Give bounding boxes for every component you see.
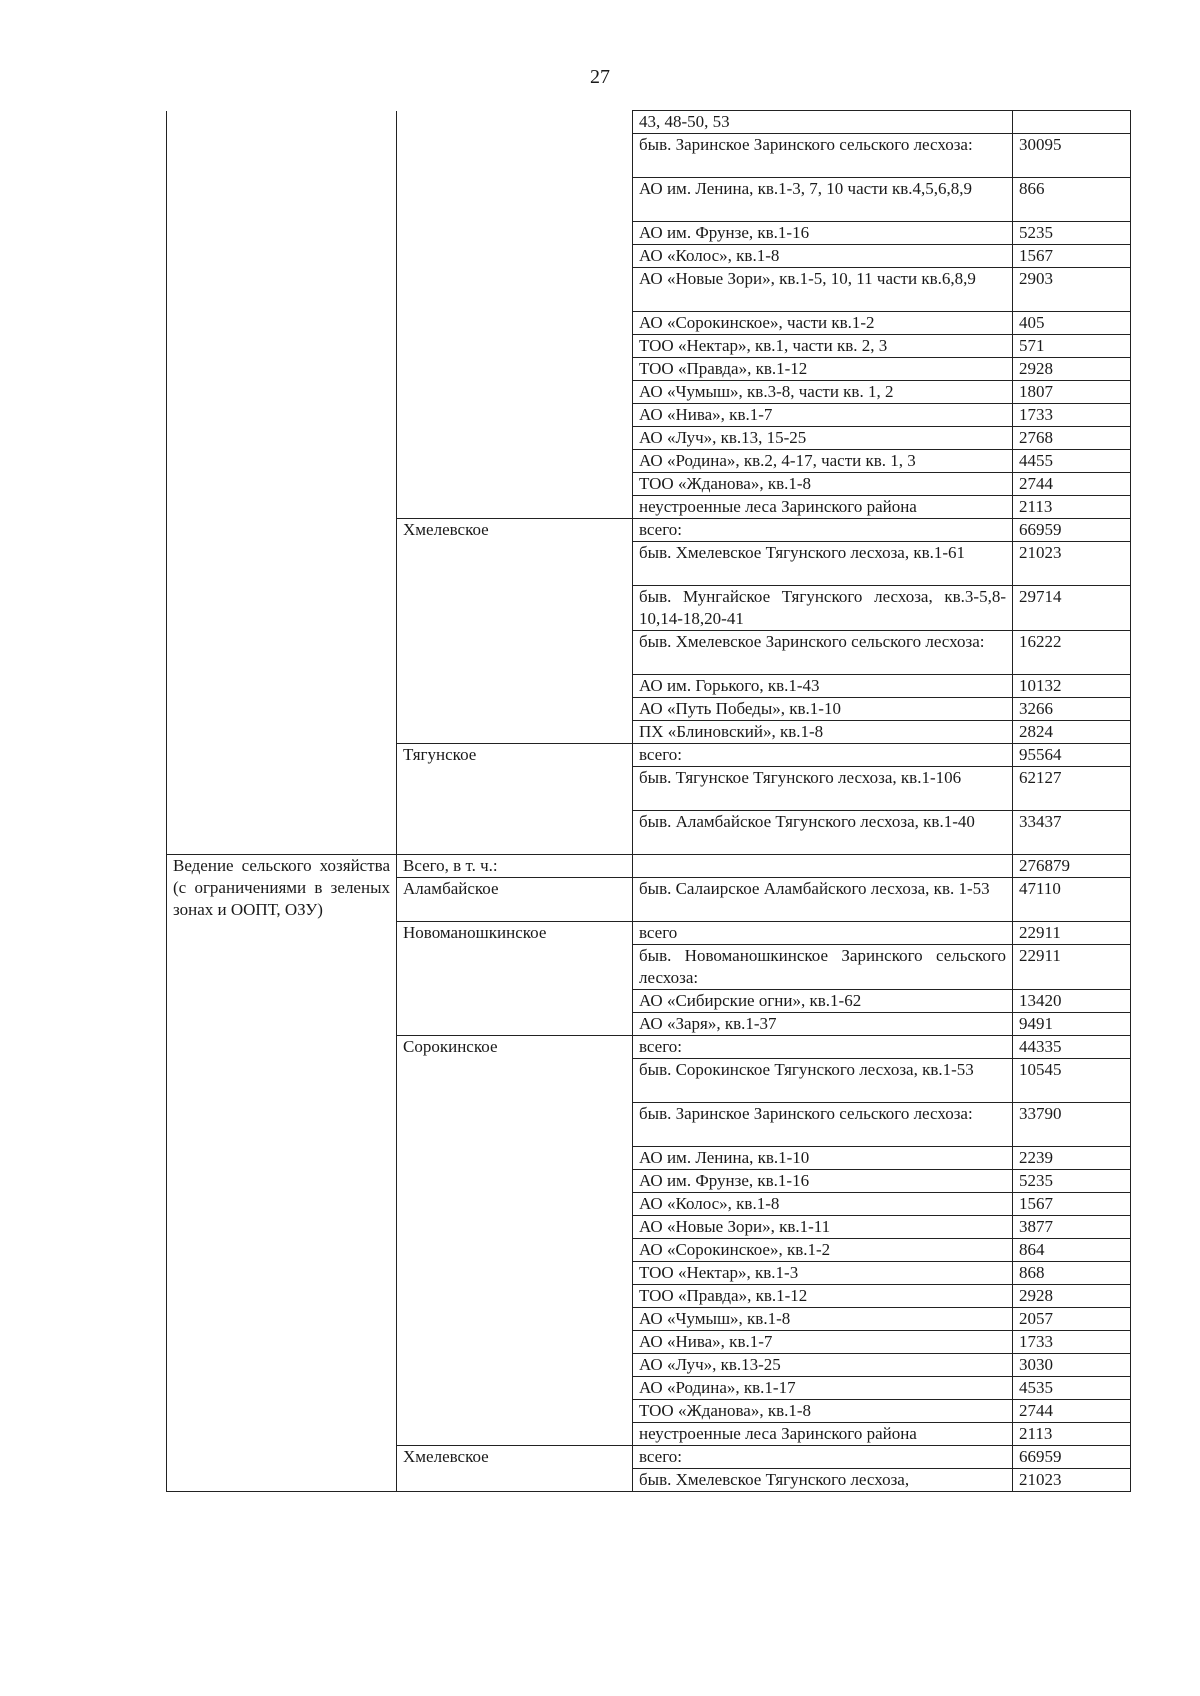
- location-cell: ТОО «Нектар», кв.1, части кв. 2, 3: [633, 335, 1013, 358]
- area-cell: 95564: [1013, 744, 1131, 767]
- location-cell: всего: [633, 922, 1013, 945]
- location-cell: АО «Нива», кв.1-7: [633, 1331, 1013, 1354]
- location-cell: ТОО «Правда», кв.1-12: [633, 358, 1013, 381]
- location-cell: быв. Заринское Заринского сельского лесхоза:: [633, 1103, 1013, 1147]
- location-cell: быв. Хмелевское Тягунского лесхоза,: [633, 1469, 1013, 1492]
- area-cell: 2057: [1013, 1308, 1131, 1331]
- location-cell: АО «Путь Победы», кв.1-10: [633, 698, 1013, 721]
- area-cell: 3266: [1013, 698, 1131, 721]
- area-cell: 5235: [1013, 222, 1131, 245]
- area-cell: 33437: [1013, 811, 1131, 855]
- area-cell: 276879: [1013, 855, 1131, 878]
- forestry-cell: Всего, в т. ч.:: [397, 855, 633, 878]
- location-cell: АО «Чумыш», кв.1-8: [633, 1308, 1013, 1331]
- area-cell: 13420: [1013, 990, 1131, 1013]
- area-cell: 4455: [1013, 450, 1131, 473]
- area-cell: 405: [1013, 312, 1131, 335]
- table-row: [167, 855, 1131, 878]
- forestry-cell: Хмелевское: [397, 519, 633, 744]
- area-cell: 10545: [1013, 1059, 1131, 1103]
- location-cell: быв. Хмелевское Тягунского лесхоза, кв.1-61: [633, 542, 1013, 586]
- area-cell: 2768: [1013, 427, 1131, 450]
- location-cell: ТОО «Правда», кв.1-12: [633, 1285, 1013, 1308]
- area-cell: 571: [1013, 335, 1131, 358]
- location-cell: быв. Заринское Заринского сельского лесхоза:: [633, 134, 1013, 178]
- location-cell: всего:: [633, 744, 1013, 767]
- area-cell: 3030: [1013, 1354, 1131, 1377]
- location-cell: АО «Сорокинское», части кв.1-2: [633, 312, 1013, 335]
- area-cell: 3877: [1013, 1216, 1131, 1239]
- area-cell: 10132: [1013, 675, 1131, 698]
- location-cell: быв. Новоманошкинское Заринского сельского лесхоза:: [633, 945, 1013, 990]
- table-row: [167, 111, 1131, 134]
- area-cell: 2744: [1013, 1400, 1131, 1423]
- location-cell: АО «Родина», кв.1-17: [633, 1377, 1013, 1400]
- location-cell: АО «Нива», кв.1-7: [633, 404, 1013, 427]
- area-cell: 2824: [1013, 721, 1131, 744]
- location-cell: быв. Мунгайское Тягунского лесхоза, кв.3-5,8-10,14-18,20-41: [633, 586, 1013, 631]
- land-use-table: [166, 110, 1131, 1492]
- location-cell: ТОО «Нектар», кв.1-3: [633, 1262, 1013, 1285]
- table-body: [167, 111, 1131, 1492]
- location-cell: АО «Сорокинское», кв.1-2: [633, 1239, 1013, 1262]
- location-cell: неустроенные леса Заринского района: [633, 496, 1013, 519]
- area-cell: 2928: [1013, 358, 1131, 381]
- location-cell: АО «Луч», кв.13-25: [633, 1354, 1013, 1377]
- area-cell: 29714: [1013, 586, 1131, 631]
- forestry-cell: Аламбайское: [397, 878, 633, 922]
- location-cell: АО им. Фрунзе, кв.1-16: [633, 222, 1013, 245]
- location-cell: АО «Новые Зори», кв.1-5, 10, 11 части кв.6,8,9: [633, 268, 1013, 312]
- page-number: 27: [590, 66, 610, 88]
- area-cell: 1567: [1013, 245, 1131, 268]
- forestry-cell: Хмелевское: [397, 1446, 633, 1492]
- location-cell: 43, 48-50, 53: [633, 111, 1013, 134]
- location-cell: АО «Колос», кв.1-8: [633, 1193, 1013, 1216]
- area-cell: 47110: [1013, 878, 1131, 922]
- area-cell: 66959: [1013, 519, 1131, 542]
- area-cell: 22911: [1013, 945, 1131, 990]
- area-cell: 4535: [1013, 1377, 1131, 1400]
- area-cell: 1733: [1013, 404, 1131, 427]
- area-cell: 2744: [1013, 473, 1131, 496]
- location-cell: АО «Родина», кв.2, 4-17, части кв. 1, 3: [633, 450, 1013, 473]
- purpose-cell: Ведение сельского хозяйства (с ограничениями в зеленых зонах и ООПТ, ОЗУ): [167, 855, 397, 1492]
- location-cell: АО «Луч», кв.13, 15-25: [633, 427, 1013, 450]
- purpose-cell-continued: [167, 111, 397, 855]
- area-cell: 21023: [1013, 542, 1131, 586]
- location-cell: быв. Салаирское Аламбайского лесхоза, кв. 1-53: [633, 878, 1013, 922]
- location-cell: ТОО «Жданова», кв.1-8: [633, 473, 1013, 496]
- area-cell: [1013, 111, 1131, 134]
- area-cell: 33790: [1013, 1103, 1131, 1147]
- area-cell: 5235: [1013, 1170, 1131, 1193]
- location-cell: неустроенные леса Заринского района: [633, 1423, 1013, 1446]
- area-cell: 1733: [1013, 1331, 1131, 1354]
- location-cell: АО «Новые Зори», кв.1-11: [633, 1216, 1013, 1239]
- location-cell: [633, 855, 1013, 878]
- location-cell: ПХ «Блиновский», кв.1-8: [633, 721, 1013, 744]
- location-cell: быв. Сорокинское Тягунского лесхоза, кв.1-53: [633, 1059, 1013, 1103]
- location-cell: АО им. Ленина, кв.1-10: [633, 1147, 1013, 1170]
- area-cell: 62127: [1013, 767, 1131, 811]
- area-cell: 864: [1013, 1239, 1131, 1262]
- location-cell: всего:: [633, 1036, 1013, 1059]
- area-cell: 868: [1013, 1262, 1131, 1285]
- location-cell: ТОО «Жданова», кв.1-8: [633, 1400, 1013, 1423]
- area-cell: 2928: [1013, 1285, 1131, 1308]
- location-cell: АО им. Фрунзе, кв.1-16: [633, 1170, 1013, 1193]
- area-cell: 2113: [1013, 1423, 1131, 1446]
- location-cell: АО «Заря», кв.1-37: [633, 1013, 1013, 1036]
- area-cell: 866: [1013, 178, 1131, 222]
- area-cell: 1567: [1013, 1193, 1131, 1216]
- location-cell: всего:: [633, 1446, 1013, 1469]
- forestry-cell: Сорокинское: [397, 1036, 633, 1446]
- area-cell: 2113: [1013, 496, 1131, 519]
- area-cell: 44335: [1013, 1036, 1131, 1059]
- location-cell: всего:: [633, 519, 1013, 542]
- location-cell: быв. Аламбайское Тягунского лесхоза, кв.1-40: [633, 811, 1013, 855]
- area-cell: 9491: [1013, 1013, 1131, 1036]
- area-cell: 2903: [1013, 268, 1131, 312]
- location-cell: АО «Чумыш», кв.3-8, части кв. 1, 2: [633, 381, 1013, 404]
- area-cell: 22911: [1013, 922, 1131, 945]
- forestry-cell: [397, 111, 633, 519]
- area-cell: 66959: [1013, 1446, 1131, 1469]
- area-cell: 1807: [1013, 381, 1131, 404]
- area-cell: 21023: [1013, 1469, 1131, 1492]
- area-cell: 30095: [1013, 134, 1131, 178]
- location-cell: АО им. Ленина, кв.1-3, 7, 10 части кв.4,5,6,8,9: [633, 178, 1013, 222]
- area-cell: 2239: [1013, 1147, 1131, 1170]
- forestry-cell: Новоманошкинское: [397, 922, 633, 1036]
- forestry-cell: Тягунское: [397, 744, 633, 855]
- location-cell: АО «Сибирские огни», кв.1-62: [633, 990, 1013, 1013]
- area-cell: 16222: [1013, 631, 1131, 675]
- location-cell: быв. Тягунское Тягунского лесхоза, кв.1-106: [633, 767, 1013, 811]
- location-cell: АО «Колос», кв.1-8: [633, 245, 1013, 268]
- location-cell: быв. Хмелевское Заринского сельского лесхоза:: [633, 631, 1013, 675]
- location-cell: АО им. Горького, кв.1-43: [633, 675, 1013, 698]
